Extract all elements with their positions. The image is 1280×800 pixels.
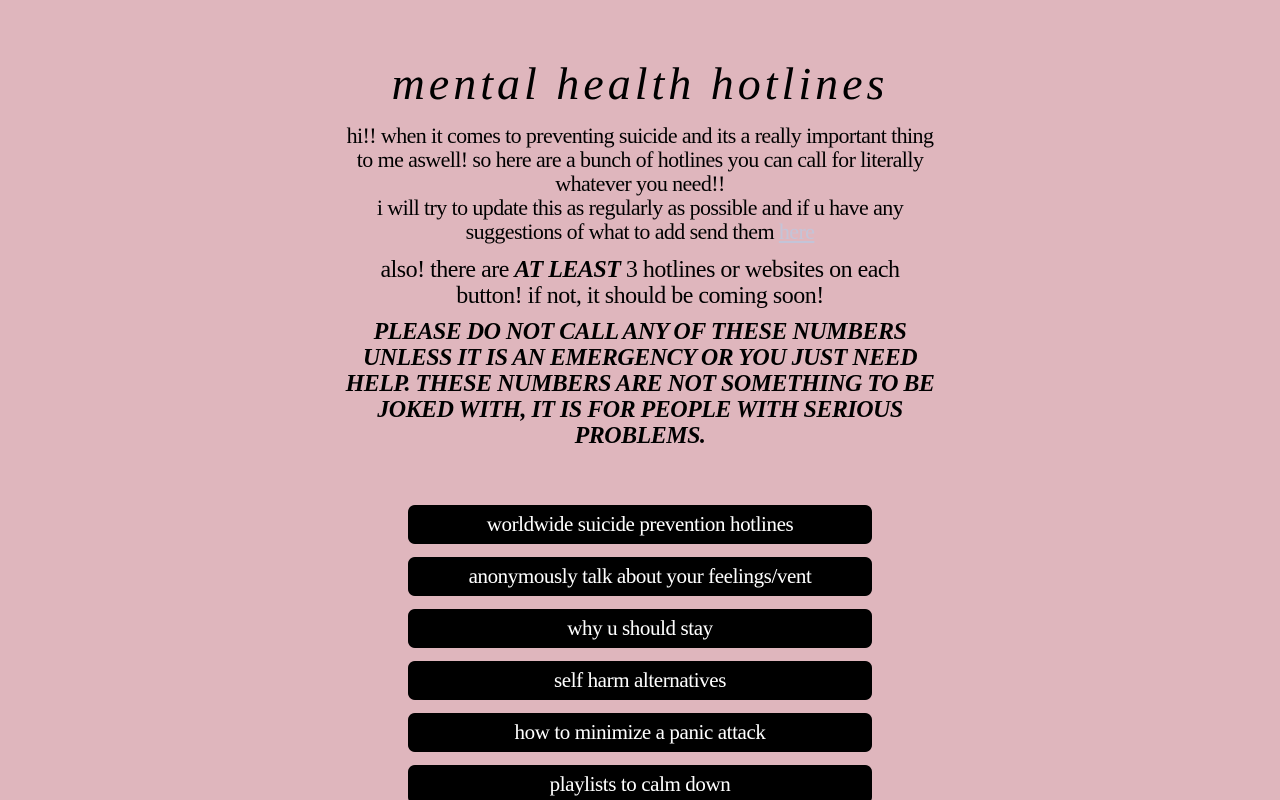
panic-attack-button[interactable]: how to minimize a panic attack (408, 713, 872, 752)
note-emphasis: AT LEAST (514, 257, 621, 283)
suggestions-link[interactable]: here (778, 219, 815, 244)
hotline-count-note (345, 257, 935, 309)
hotline-button-list (408, 505, 872, 800)
page-title: mental health hotlines (391, 58, 889, 109)
self-harm-alternatives-button[interactable]: self harm alternatives (408, 661, 872, 700)
emergency-warning: PLEASE DO NOT CALL ANY OF THESE NUMBERS UNLESS IT IS AN EMERGENCY OR YOU JUST NEED HELP. THESE NUMBERS ARE NOT SOMETHING TO BE JOKED WITH, IT IS FOR PEOPLE WITH SERIOUS PROBLEMS. (345, 319, 935, 449)
intro-line-2: i will try to update this as regularly as possible and if u have any suggestions of what to add send them (376, 195, 904, 244)
worldwide-hotlines-button[interactable]: worldwide suicide prevention hotlines (408, 505, 872, 544)
intro-text (345, 124, 935, 244)
note-after: 3 hotlines or websites on each button! if not, it should be coming soon! (456, 257, 900, 309)
anonymous-talk-button[interactable]: anonymously talk about your feelings/vent (408, 557, 872, 596)
calm-playlists-button[interactable]: playlists to calm down (408, 765, 872, 800)
note-before: also! there are (380, 257, 515, 283)
main-content (345, 54, 935, 449)
intro-line-1: hi!! when it comes to preventing suicide and its a really important thing to me aswell! so here are a bunch of hotlines you can call for literally whatever you need!! (346, 123, 934, 196)
why-stay-button[interactable]: why u should stay (408, 609, 872, 648)
